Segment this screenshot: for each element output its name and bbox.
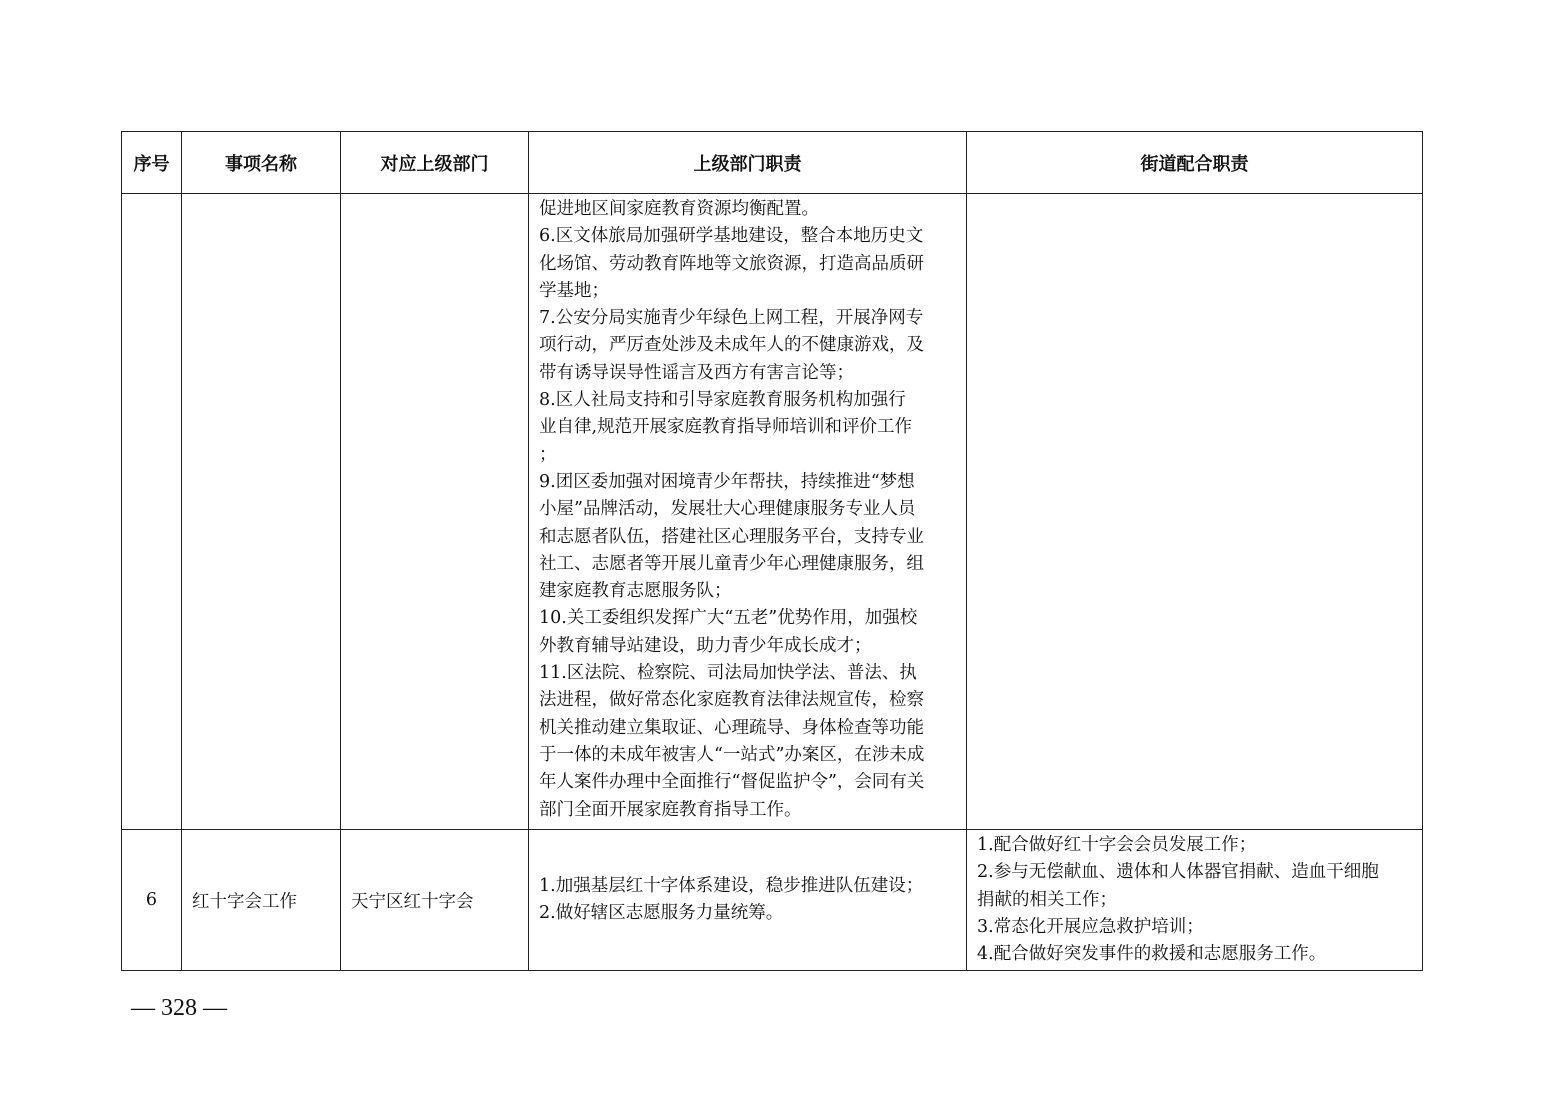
header-superior-duties: 上级部门职责 [529, 132, 967, 194]
text-line: 外教育辅导站建设，助力青少年成长成才； [539, 635, 872, 656]
cell-seq [122, 194, 182, 830]
text-line: 8.区人社局支持和引导家庭教育服务机构加强行 [539, 390, 906, 411]
text-line: 化场馆、劳动教育阵地等文旅资源，打造高品质研 [539, 253, 924, 274]
cell-seq: 6 [122, 830, 182, 971]
text-line: 建家庭教育志愿服务队； [539, 581, 732, 602]
text-line: 项行动，严厉查处涉及未成年人的不健康游戏，及 [539, 335, 924, 356]
text-line: 1.加强基层红十字体系建设，稳步推进队伍建设； [539, 875, 924, 896]
text-line: 4.配合做好突发事件的救援和志愿服务工作。 [977, 944, 1327, 965]
cooperation-text [977, 832, 1414, 968]
text-line: 11.区法院、检察院、司法局加快学法、普法、执 [539, 663, 917, 684]
cell-street-cooperation [967, 194, 1423, 830]
header-item-name: 事项名称 [182, 132, 341, 194]
text-line: 法进程，做好常态化家庭教育法律法规宣传，检察 [539, 690, 924, 711]
text-line: 带有诱导误导性谣言及西方有害言论等； [539, 362, 854, 383]
responsibility-table [121, 131, 1423, 971]
duties-text [539, 873, 958, 928]
text-line: 年人案件办理中全面推行“督促监护令”，会同有关 [539, 772, 925, 793]
text-line: 学基地； [539, 280, 609, 301]
table-row [122, 830, 1423, 971]
cell-superior-duties [529, 194, 967, 830]
text-line: 捐献的相关工作； [977, 889, 1117, 910]
table-row-continued [122, 194, 1423, 830]
text-line: 3.常态化开展应急救护培训； [977, 916, 1204, 937]
table-header-row [122, 132, 1423, 194]
cell-superior-duties [529, 830, 967, 971]
header-seq: 序号 [122, 132, 182, 194]
text-line: 部门全面开展家庭教育指导工作。 [539, 799, 802, 820]
text-line: 2.做好辖区志愿服务力量统筹。 [539, 903, 784, 924]
text-line: 业自律,规范开展家庭教育指导师培训和评价工作 [539, 417, 913, 438]
text-line: 社工、志愿者等开展儿童青少年心理健康服务，组 [539, 553, 924, 574]
text-line: 2.参与无偿献血、遗体和人体器官捐献、造血干细胞 [977, 862, 1379, 883]
text-line: 9.团区委加强对困境青少年帮扶，持续推进“梦想 [539, 471, 915, 492]
cell-superior-dept: 天宁区红十字会 [341, 830, 529, 971]
cell-superior-dept [341, 194, 529, 830]
cell-street-cooperation [967, 830, 1423, 971]
page-number: — 328 — [131, 995, 227, 1021]
text-line: 小屋”品牌活动，发展壮大心理健康服务专业人员 [539, 499, 916, 520]
header-street-cooperation: 街道配合职责 [967, 132, 1423, 194]
header-superior-dept: 对应上级部门 [341, 132, 529, 194]
cell-item-name [182, 194, 341, 830]
text-line: 机关推动建立集取证、心理疏导、身体检查等功能 [539, 717, 924, 738]
duties-text [539, 196, 958, 824]
text-line: 1.配合做好红十字会会员发展工作； [977, 835, 1257, 855]
text-line: ； [539, 444, 557, 465]
text-line: 促进地区间家庭教育资源均衡配置。 [539, 199, 819, 219]
text-line: 10.关工委组织发挥广大“五老”优势作用，加强校 [539, 608, 918, 629]
cell-item-name: 红十字会工作 [182, 830, 341, 971]
text-line: 于一体的未成年被害人“一站式”办案区，在涉未成 [539, 744, 925, 765]
text-line: 6.区文体旅局加强研学基地建设，整合本地历史文 [539, 226, 924, 247]
text-line: 7.公安分局实施青少年绿色上网工程，开展净网专 [539, 308, 924, 329]
text-line: 和志愿者队伍，搭建社区心理服务平台，支持专业 [539, 526, 924, 547]
